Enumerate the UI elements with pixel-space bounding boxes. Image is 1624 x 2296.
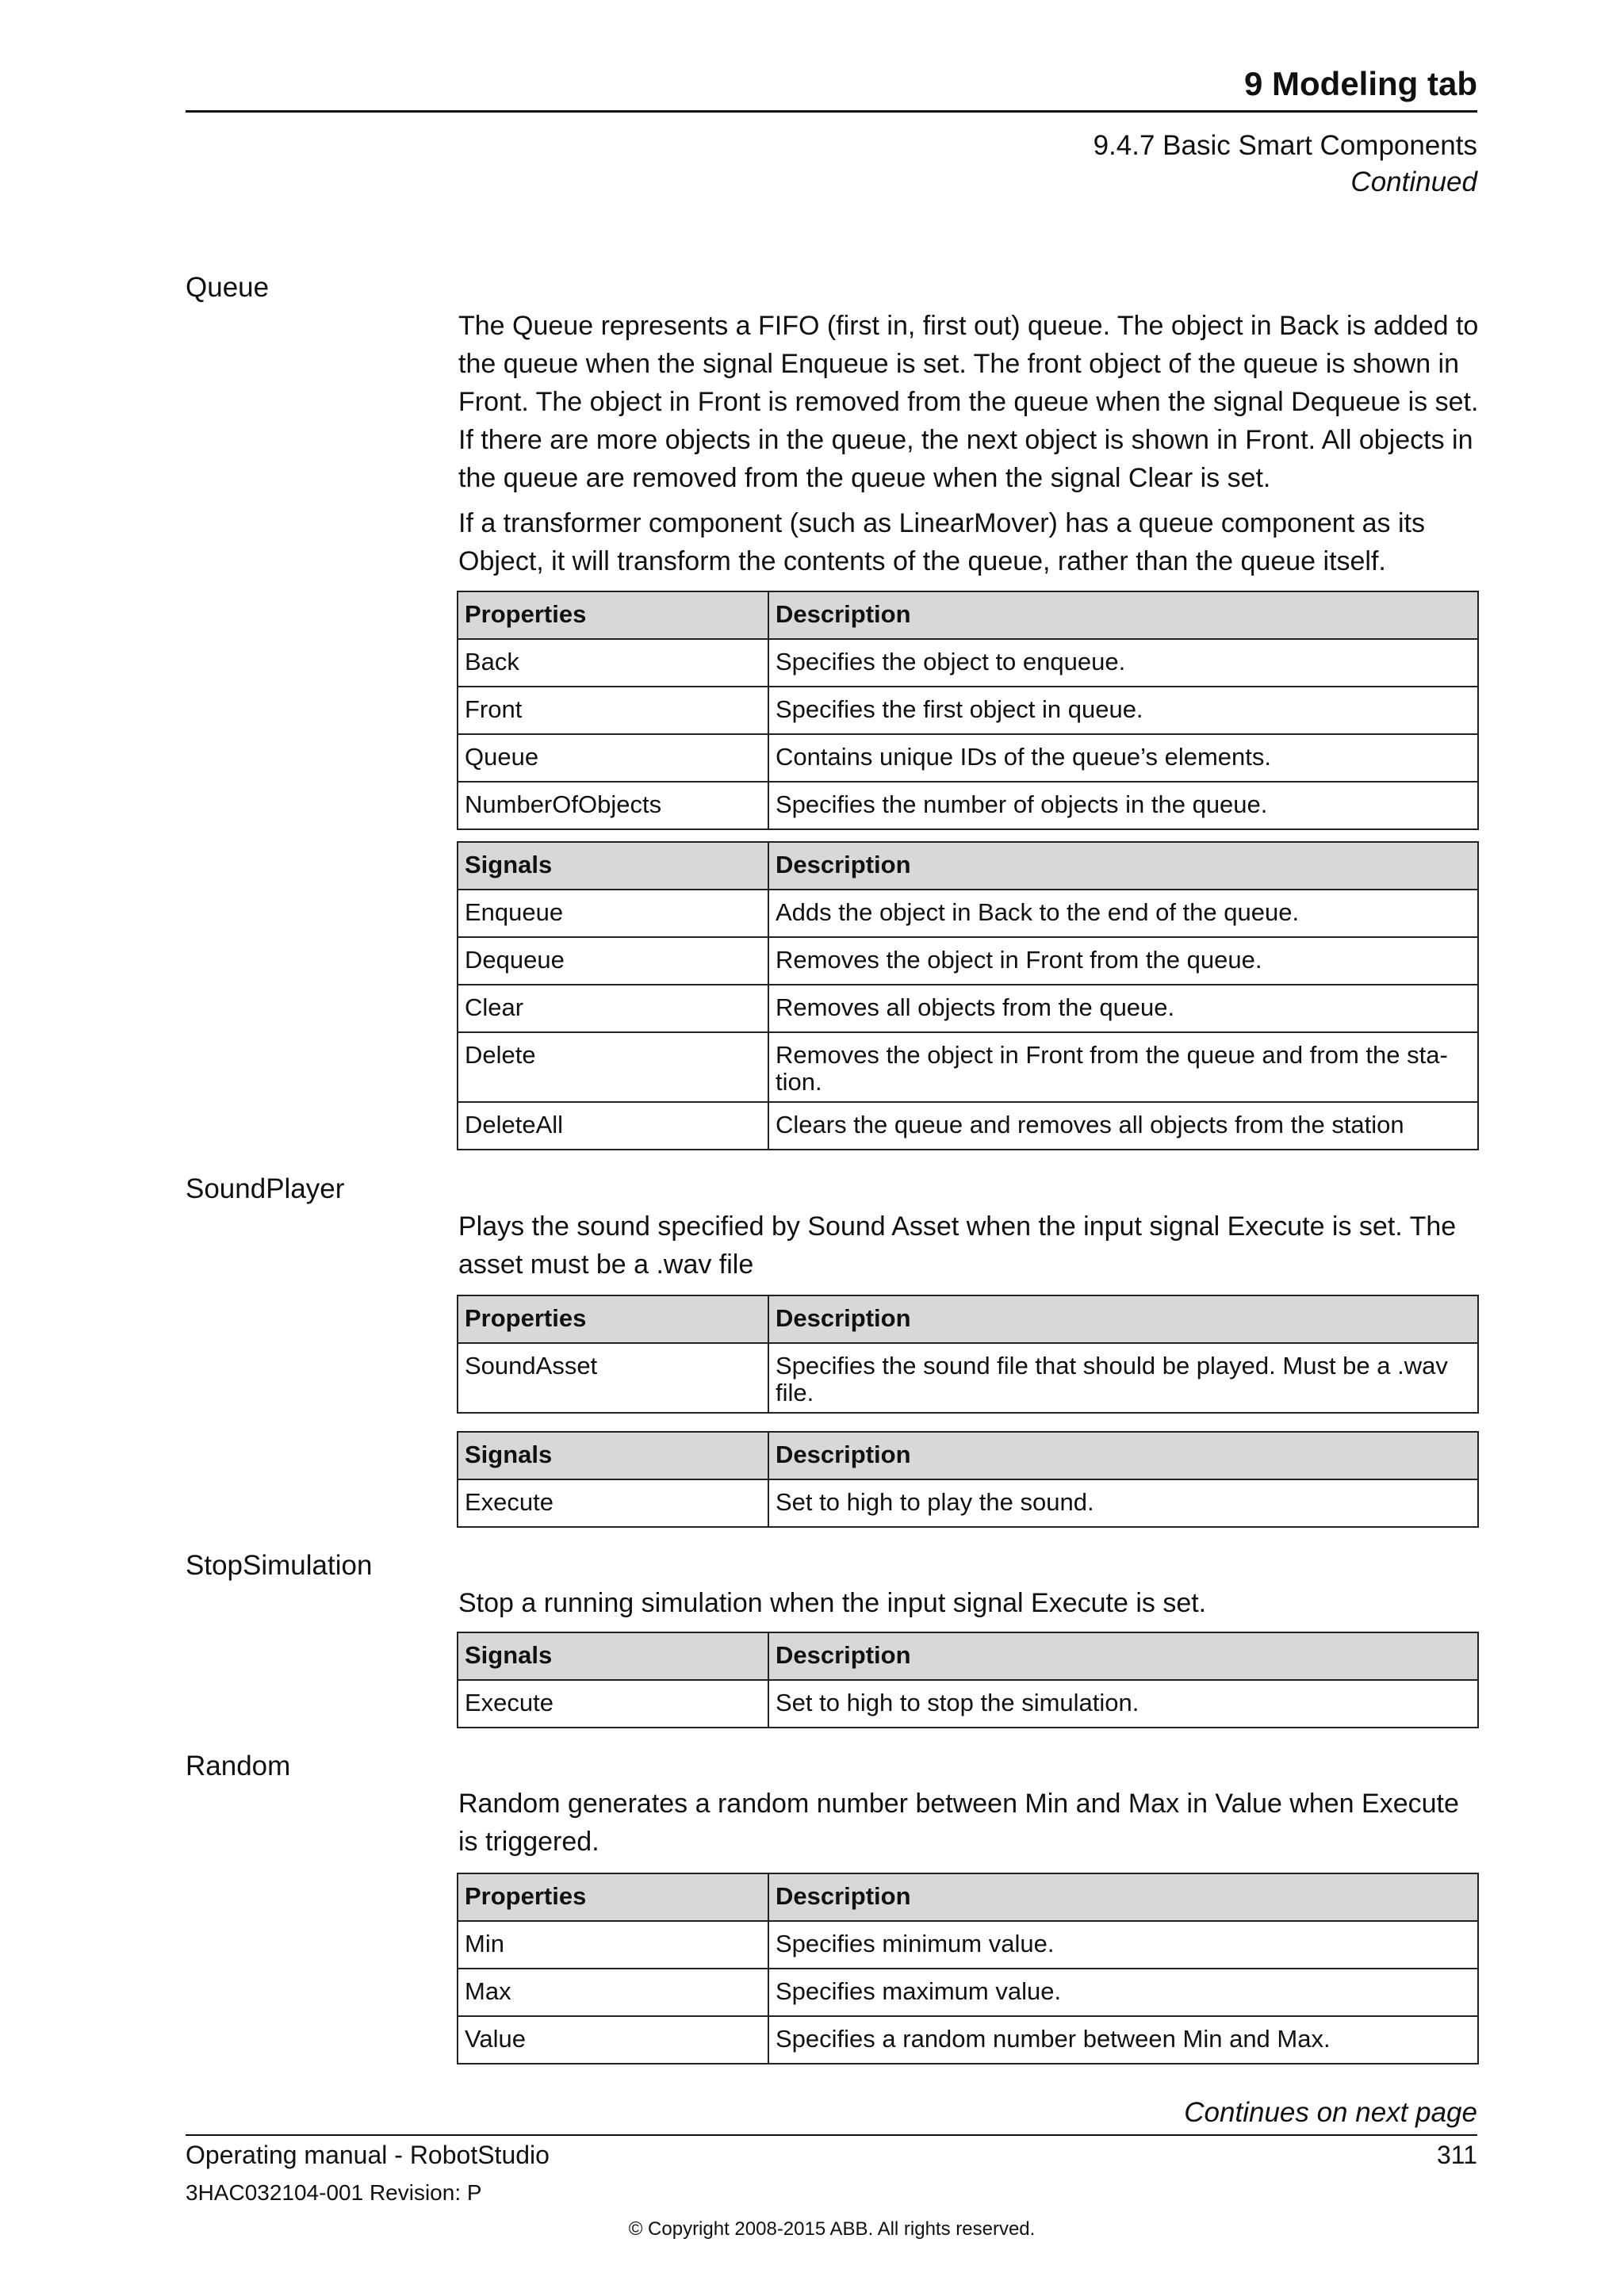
header-rule <box>186 110 1477 113</box>
column-header: Properties <box>458 591 768 639</box>
signal-description: Set to high to stop the simulation. <box>768 1680 1478 1728</box>
signal-name: Enqueue <box>458 890 768 937</box>
signal-name: Dequeue <box>458 937 768 985</box>
column-header: Description <box>768 842 1478 890</box>
random-heading: Random <box>186 1751 291 1781</box>
property-description: Specifies the first object in queue. <box>768 687 1478 734</box>
table-header-row <box>458 591 1478 639</box>
column-header: Properties <box>458 1873 768 1921</box>
random-properties-table <box>457 1873 1479 2064</box>
signal-name: Execute <box>458 1479 768 1527</box>
soundplayer-description: Plays the sound specified by Sound Asset when the input signal Execute is set. The asset must be a .wav file <box>458 1211 1457 1280</box>
table-row <box>458 1343 1478 1413</box>
signal-description: Clears the queue and removes all objects from the station <box>768 1102 1478 1150</box>
table-row <box>458 639 1478 687</box>
column-header: Signals <box>458 1632 768 1680</box>
table-header-row <box>458 1432 1478 1479</box>
property-name: NumberOfObjects <box>458 782 768 829</box>
footer-rule <box>186 2134 1477 2136</box>
table-row <box>458 687 1478 734</box>
queue-transformer-note: If a transformer component (such as LinearMover) has a queue component as its Object, it will transform the contents of the queue, rather than the queue itself. <box>458 508 1425 576</box>
stopsimulation-heading: StopSimulation <box>186 1550 373 1581</box>
table-row <box>458 782 1478 829</box>
table-row <box>458 734 1478 782</box>
property-description: Specifies the object to enqueue. <box>768 639 1478 687</box>
table-row <box>458 1921 1478 1969</box>
column-header: Description <box>768 1873 1478 1921</box>
column-header: Description <box>768 1632 1478 1680</box>
table-header-row <box>458 1295 1478 1343</box>
signal-description: Removes all objects from the queue. <box>768 985 1478 1032</box>
queue-description: The Queue represents a FIFO (first in, first out) queue. The object in Back is added to the queue when the signal Enqueue is set. The front object of the queue is shown in Front. The object in Front is removed from the queue when the signal Dequeue is set. If there are more objects in the queue, the next object is shown in Front. All objects in the queue are removed from the queue when the signal Clear is set. <box>458 311 1479 493</box>
property-name: Front <box>458 687 768 734</box>
table-header-row <box>458 1873 1478 1921</box>
property-description: Contains unique IDs of the queue’s elements. <box>768 734 1478 782</box>
table-row <box>458 937 1478 985</box>
table-row <box>458 2016 1478 2064</box>
property-description: Specifies minimum value. <box>768 1921 1478 1969</box>
soundplayer-heading: SoundPlayer <box>186 1173 345 1204</box>
table-row <box>458 890 1478 937</box>
property-name: Queue <box>458 734 768 782</box>
signal-description: Removes the object in Front from the queue. <box>768 937 1478 985</box>
signal-name: Delete <box>458 1032 768 1102</box>
property-name: Value <box>458 2016 768 2064</box>
document-id: 3HAC032104-001 Revision: P <box>186 2180 482 2205</box>
property-description: Specifies the number of objects in the queue. <box>768 782 1478 829</box>
section-title: 9.4.7 Basic Smart Components <box>1093 130 1477 161</box>
property-description: Specifies a random number between Min and Max. <box>768 2016 1478 2064</box>
continued-label: Continued <box>1350 166 1477 197</box>
column-header: Signals <box>458 842 768 890</box>
table-header-row <box>458 842 1478 890</box>
property-name: Max <box>458 1969 768 2016</box>
table-row <box>458 985 1478 1032</box>
column-header: Description <box>768 591 1478 639</box>
column-header: Signals <box>458 1432 768 1479</box>
property-name: SoundAsset <box>458 1343 768 1413</box>
signal-name: Execute <box>458 1680 768 1728</box>
signal-name: DeleteAll <box>458 1102 768 1150</box>
signal-description: Adds the object in Back to the end of the queue. <box>768 890 1478 937</box>
property-description: Specifies the sound file that should be played. Must be a .wav file. <box>768 1343 1478 1413</box>
table-header-row <box>458 1632 1478 1680</box>
table-row <box>458 1479 1478 1527</box>
soundplayer-signals-table <box>457 1431 1479 1528</box>
table-row <box>458 1680 1478 1728</box>
table-row <box>458 1102 1478 1150</box>
column-header: Description <box>768 1295 1478 1343</box>
property-description: Specifies maximum value. <box>768 1969 1478 2016</box>
queue-signals-table <box>457 841 1479 1150</box>
copyright-notice: © Copyright 2008-2015 ABB. All rights reserved. <box>628 2218 1036 2240</box>
stopsimulation-description: Stop a running simulation when the input signal Execute is set. <box>458 1588 1207 1618</box>
column-header: Properties <box>458 1295 768 1343</box>
signal-name: Clear <box>458 985 768 1032</box>
continues-on-next-page: Continues on next page <box>1184 2097 1477 2128</box>
signal-description: Set to high to play the sound. <box>768 1479 1478 1527</box>
table-row <box>458 1969 1478 2016</box>
stopsimulation-signals-table <box>457 1632 1479 1728</box>
table-row <box>458 1032 1478 1102</box>
property-name: Min <box>458 1921 768 1969</box>
property-name: Back <box>458 639 768 687</box>
queue-heading: Queue <box>186 272 270 303</box>
random-description: Random generates a random number between Min and Max in Value when Execute is triggered. <box>458 1789 1459 1857</box>
queue-properties-table <box>457 591 1479 830</box>
signal-description: Removes the object in Front from the queue and from the sta-tion. <box>768 1032 1478 1102</box>
chapter-title: 9 Modeling tab <box>1244 65 1477 102</box>
page-number: 311 <box>1436 2141 1477 2169</box>
column-header: Description <box>768 1432 1478 1479</box>
soundplayer-properties-table <box>457 1295 1479 1414</box>
manual-title: Operating manual - RobotStudio <box>186 2141 550 2169</box>
